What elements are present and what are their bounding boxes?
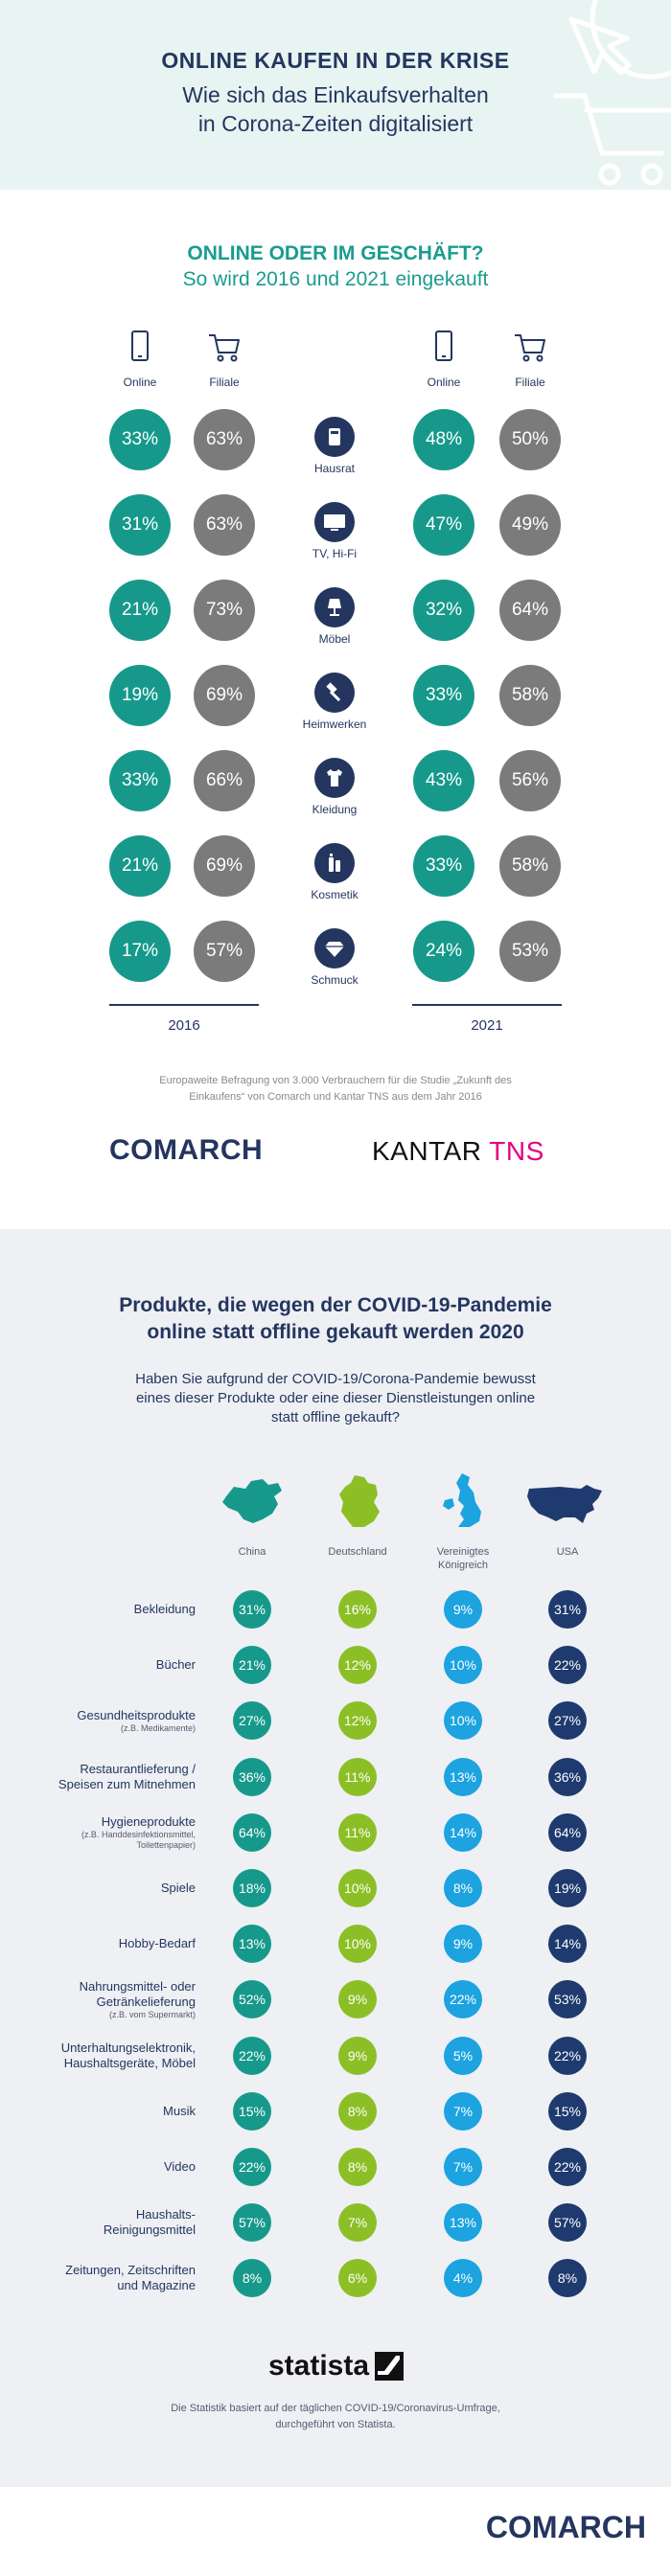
product-label-line: Haushalts- <box>135 2207 196 2223</box>
cosmetics-icon <box>314 843 355 883</box>
section2-title-line-2: online statt offline gekauft werden 2020 <box>147 1321 524 1343</box>
column-label-online: Online <box>427 376 461 389</box>
value-dot: 22% <box>548 1646 587 1684</box>
value-circle: 19% <box>109 665 171 726</box>
column-label-store: Filiale <box>209 376 240 389</box>
section2-title <box>0 1292 671 1346</box>
value-dot: 8% <box>338 2092 377 2131</box>
value-dot: 64% <box>233 1813 271 1852</box>
statista-logo <box>268 2350 404 2382</box>
source-line-1: Europaweite Befragung von 3.000 Verbrauchern für die Studie „Zukunft des <box>159 1075 512 1086</box>
product-label <box>58 1657 196 1673</box>
value-dot: 57% <box>233 2203 271 2242</box>
value-circle: 63% <box>194 409 255 470</box>
kantar-tns-logo <box>372 1136 544 1167</box>
shopping-cart-icon <box>205 328 243 366</box>
product-label-note: (z.B. vom Supermarkt) <box>108 2009 196 2019</box>
value-dot: 14% <box>444 1813 482 1852</box>
value-circle: 69% <box>194 665 255 726</box>
product-label-line: Getränkelieferung <box>96 1994 196 2009</box>
value-dot: 27% <box>548 1701 587 1740</box>
value-circle: 64% <box>499 580 561 641</box>
comarch-logo: COMARCH <box>109 1134 264 1166</box>
country-label <box>520 1545 615 1559</box>
section2-source <box>134 2401 537 2433</box>
category-label: Schmuck <box>311 973 359 987</box>
country-label-line: Deutschland <box>328 1546 387 1558</box>
category-label: Möbel <box>318 632 351 646</box>
smartphone-icon <box>425 328 463 366</box>
value-circle: 50% <box>499 409 561 470</box>
category-label: Kleidung <box>312 803 358 816</box>
country-label-line: Königreich <box>438 1560 488 1571</box>
value-dot: 10% <box>338 1869 377 1907</box>
value-circle: 66% <box>194 750 255 811</box>
product-label-line: Haushaltsgeräte, Möbel <box>63 2055 196 2070</box>
value-dot: 57% <box>548 2203 587 2242</box>
germany-map-icon <box>336 1473 383 1531</box>
year-divider-2016 <box>109 1004 259 1006</box>
value-dot: 22% <box>444 1980 482 2018</box>
source-line-2: Einkaufens“ von Comarch und Kantar TNS aus dem Jahr 2016 <box>189 1091 482 1103</box>
question-line-2: eines dieser Produkte oder eine dieser Dienstleistungen online <box>135 1390 536 1406</box>
country-label-line: USA <box>556 1546 579 1558</box>
value-dot: 4% <box>444 2259 482 2297</box>
product-label <box>58 1936 196 1951</box>
value-dot: 21% <box>233 1646 271 1684</box>
product-label <box>58 2159 196 2175</box>
product-label-line: Musik <box>163 2103 196 2118</box>
product-label-line: Reinigungsmittel <box>103 2223 196 2238</box>
page-subtitle <box>0 80 671 138</box>
product-label-line: und Magazine <box>117 2278 196 2293</box>
product-label-line: Zeitungen, Zeitschriften <box>65 2263 196 2278</box>
value-dot: 18% <box>233 1869 271 1907</box>
section1-source <box>115 1073 556 1106</box>
product-label-line: Speisen zum Mitnehmen <box>58 1776 196 1791</box>
value-circle: 58% <box>499 835 561 897</box>
product-label-note: (z.B. Medikamente) <box>120 1722 196 1733</box>
product-label-line: Bücher <box>155 1657 196 1673</box>
category-label: TV, Hi-Fi <box>312 547 358 560</box>
column-label-online: Online <box>123 376 157 389</box>
value-dot: 14% <box>548 1925 587 1963</box>
country-label <box>204 1545 300 1559</box>
kantar-logo-text: KANTAR <box>372 1136 482 1166</box>
value-dot: 22% <box>548 2037 587 2075</box>
value-circle: 21% <box>109 835 171 897</box>
product-label-line: Gesundheitsprodukte <box>77 1707 196 1722</box>
value-dot: 5% <box>444 2037 482 2075</box>
value-dot: 31% <box>233 1590 271 1629</box>
value-circle: 73% <box>194 580 255 641</box>
column-label-store: Filiale <box>515 376 545 389</box>
value-circle: 49% <box>499 494 561 556</box>
country-label-line: Vereinigtes <box>436 1546 490 1558</box>
value-dot: 8% <box>338 2148 377 2186</box>
value-dot: 22% <box>548 2148 587 2186</box>
value-dot: 7% <box>444 2148 482 2186</box>
product-label <box>58 1814 196 1851</box>
question-line-1: Haben Sie aufgrund der COVID-19/Corona-Pandemie bewusst <box>135 1371 536 1387</box>
tv-icon <box>314 502 355 542</box>
value-dot: 8% <box>233 2259 271 2297</box>
page-title: ONLINE KAUFEN IN DER KRISE <box>161 48 510 73</box>
value-circle: 33% <box>109 409 171 470</box>
category-label: Heimwerken <box>302 718 367 731</box>
product-label-line: Unterhaltungselektronik, <box>60 2040 196 2055</box>
value-dot: 31% <box>548 1590 587 1629</box>
value-dot: 10% <box>338 1925 377 1963</box>
diamond-icon <box>314 928 355 969</box>
section2-title-line-1: Produkte, die wegen der COVID-19-Pandemie <box>119 1294 552 1316</box>
value-dot: 13% <box>233 1925 271 1963</box>
value-dot: 9% <box>338 2037 377 2075</box>
product-label-line: Video <box>163 2159 196 2174</box>
value-dot: 12% <box>338 1646 377 1684</box>
statista-mark-icon <box>375 2352 404 2381</box>
country-label-line: China <box>238 1546 266 1558</box>
value-dot: 19% <box>548 1869 587 1907</box>
value-dot: 27% <box>233 1701 271 1740</box>
value-dot: 22% <box>233 2148 271 2186</box>
value-dot: 64% <box>548 1813 587 1852</box>
value-dot: 13% <box>444 2203 482 2242</box>
value-circle: 56% <box>499 750 561 811</box>
year-label-2021: 2021 <box>471 1017 503 1034</box>
lamp-icon <box>314 587 355 627</box>
value-circle: 17% <box>109 921 171 982</box>
product-label <box>58 2040 196 2071</box>
value-dot: 22% <box>233 2037 271 2075</box>
subtitle-line-2: in Corona-Zeiten digitalisiert <box>197 111 474 136</box>
source2-line-1: Die Statistik basiert auf der täglichen COVID-19/Coronavirus-Umfrage, <box>171 2403 500 2414</box>
value-dot: 9% <box>444 1925 482 1963</box>
value-dot: 7% <box>338 2203 377 2242</box>
product-label-line: Spiele <box>160 1881 196 1895</box>
product-label-line: Restaurantlieferung / <box>80 1761 196 1776</box>
value-dot: 8% <box>444 1869 482 1907</box>
header-banner <box>0 0 671 190</box>
value-dot: 52% <box>233 1980 271 2018</box>
value-circle: 31% <box>109 494 171 556</box>
value-dot: 7% <box>444 2092 482 2131</box>
shirt-icon <box>314 758 355 798</box>
value-dot: 15% <box>548 2092 587 2131</box>
value-circle: 58% <box>499 665 561 726</box>
value-dot: 6% <box>338 2259 377 2297</box>
category-label: Hausrat <box>313 462 356 475</box>
country-label <box>415 1545 511 1572</box>
value-circle: 21% <box>109 580 171 641</box>
product-label <box>58 2104 196 2119</box>
value-circle: 33% <box>109 750 171 811</box>
footer-comarch-logo: COMARCH <box>485 2510 646 2544</box>
product-label-line: Hygieneprodukte <box>101 1813 196 1829</box>
statista-logo-text: statista <box>268 2350 370 2382</box>
value-circle: 57% <box>194 921 255 982</box>
survey-question <box>77 1370 594 1427</box>
section1-title: ONLINE ODER IM GESCHÄFT? <box>187 242 484 264</box>
product-label-note: (z.B. Handdesinfektionsmittel, <box>81 1829 196 1839</box>
china-map-icon <box>219 1475 286 1529</box>
value-dot: 10% <box>444 1701 482 1740</box>
value-dot: 12% <box>338 1701 377 1740</box>
value-dot: 10% <box>444 1646 482 1684</box>
usa-map-icon <box>525 1481 606 1527</box>
value-circle: 48% <box>413 409 474 470</box>
value-dot: 13% <box>444 1758 482 1796</box>
tns-logo-text: TNS <box>489 1136 544 1166</box>
product-label <box>58 2207 196 2238</box>
value-dot: 16% <box>338 1590 377 1629</box>
value-dot: 36% <box>233 1758 271 1796</box>
value-circle: 69% <box>194 835 255 897</box>
category-label: Kosmetik <box>311 888 359 901</box>
source2-line-2: durchgeführt von Statista. <box>275 2419 396 2430</box>
product-label-line: Hobby-Bedarf <box>118 1936 196 1951</box>
product-label <box>58 1979 196 2020</box>
appliance-icon <box>314 417 355 457</box>
value-dot: 8% <box>548 2259 587 2297</box>
value-dot: 36% <box>548 1758 587 1796</box>
product-label-note: Toilettenpapier) <box>136 1839 196 1850</box>
product-label-line: Nahrungsmittel- oder <box>79 1978 196 1994</box>
value-dot: 53% <box>548 1980 587 2018</box>
smartphone-icon <box>121 328 159 366</box>
year-divider-2021 <box>412 1004 562 1006</box>
question-line-3: statt offline gekauft? <box>271 1409 400 1425</box>
value-circle: 32% <box>413 580 474 641</box>
shopping-cart-icon <box>511 328 549 366</box>
value-circle: 63% <box>194 494 255 556</box>
value-circle: 43% <box>413 750 474 811</box>
value-dot: 15% <box>233 2092 271 2131</box>
value-dot: 11% <box>338 1813 377 1852</box>
value-circle: 24% <box>413 921 474 982</box>
product-label <box>58 1708 196 1734</box>
value-dot: 9% <box>444 1590 482 1629</box>
country-label <box>310 1545 405 1559</box>
value-dot: 9% <box>338 1980 377 2018</box>
uk-map-icon <box>441 1471 485 1533</box>
year-label-2016: 2016 <box>168 1017 200 1034</box>
product-label <box>58 2263 196 2293</box>
product-label <box>58 1762 196 1792</box>
value-circle: 47% <box>413 494 474 556</box>
hammer-icon <box>314 672 355 713</box>
product-label <box>58 1602 196 1617</box>
value-circle: 53% <box>499 921 561 982</box>
value-dot: 11% <box>338 1758 377 1796</box>
section1-subtitle: So wird 2016 und 2021 eingekauft <box>182 268 489 290</box>
value-circle: 33% <box>413 835 474 897</box>
product-label-line: Bekleidung <box>133 1602 196 1616</box>
subtitle-line-1: Wie sich das Einkaufsverhalten <box>182 82 489 107</box>
value-circle: 33% <box>413 665 474 726</box>
product-label <box>58 1881 196 1896</box>
